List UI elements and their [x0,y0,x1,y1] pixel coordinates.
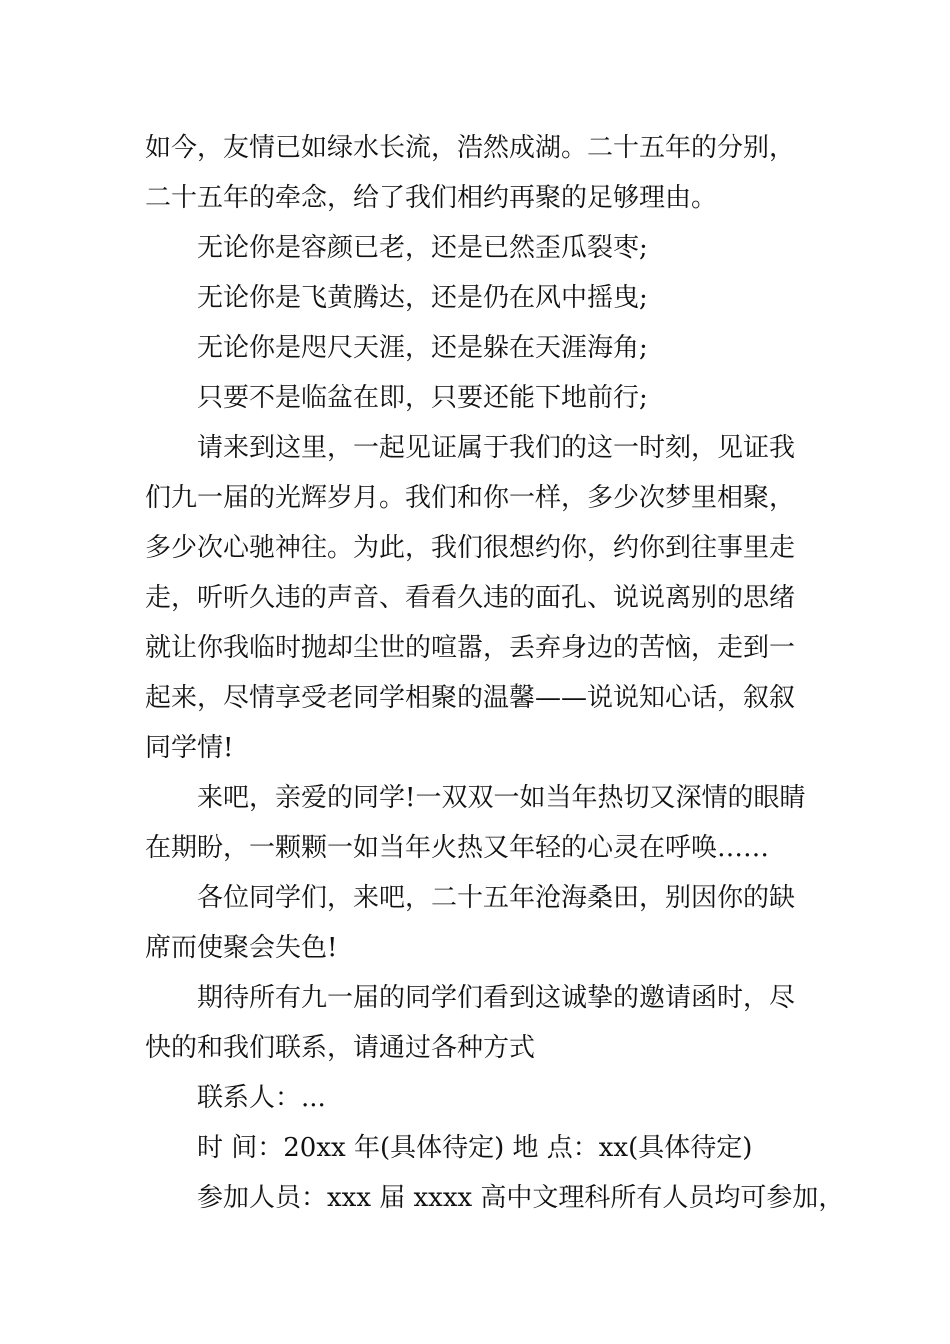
text-line: 请来到这里，一起见证属于我们的这一时刻，见证我 [197,433,796,463]
text-line: 就让你我临时抛却尘世的喧嚣，丢弃身边的苦恼，走到一 [145,633,796,663]
text-line: 各位同学们，来吧，二十五年沧海桑田，别因你的缺 [197,883,796,913]
text-line: 无论你是飞黄腾达，还是仍在风中摇曳; [197,283,648,313]
text-line: 起来，尽情享受老同学相聚的温馨——说说知心话，叙叙 [145,683,796,713]
document-body [145,123,845,1223]
text-line: 来吧，亲爱的同学!一双双一如当年热切又深情的眼睛 [197,783,806,813]
text-line: 无论你是咫尺天涯，还是躲在天涯海角; [197,333,648,363]
text-line: 只要不是临盆在即，只要还能下地前行; [197,383,648,413]
text-line: 在期盼，一颗颗一如当年火热又年轻的心灵在呼唤…… [145,833,770,863]
time-location-line: 时 间：20xx 年(具体待定) 地 点：xx(具体待定) [197,1133,753,1163]
text-line: 无论你是容颜已老，还是已然歪瓜裂枣; [197,233,648,263]
text-line: 快的和我们联系，请通过各种方式 [145,1033,536,1063]
text-line: 走，听听久违的声音、看看久违的面孔、说说离别的思绪 [145,583,796,613]
contact-person-line: 联系人：... [197,1083,326,1113]
text-line: 们九一届的光辉岁月。我们和你一样，多少次梦里相聚， [145,483,796,513]
participants-line: 参加人员：xxx 届 xxxx 高中文理科所有人员均可参加， [197,1183,845,1213]
text-line: 期待所有九一届的同学们看到这诚挚的邀请函时，尽 [197,983,796,1013]
text-line: 席而使聚会失色! [145,933,338,963]
text-line: 多少次心驰神往。为此，我们很想约你，约你到往事里走 [145,533,796,563]
text-line: 二十五年的牵念，给了我们相约再聚的足够理由。 [145,183,718,213]
text-line: 同学情! [145,733,234,763]
text-line: 如今，友情已如绿水长流，浩然成湖。二十五年的分别， [145,133,796,163]
